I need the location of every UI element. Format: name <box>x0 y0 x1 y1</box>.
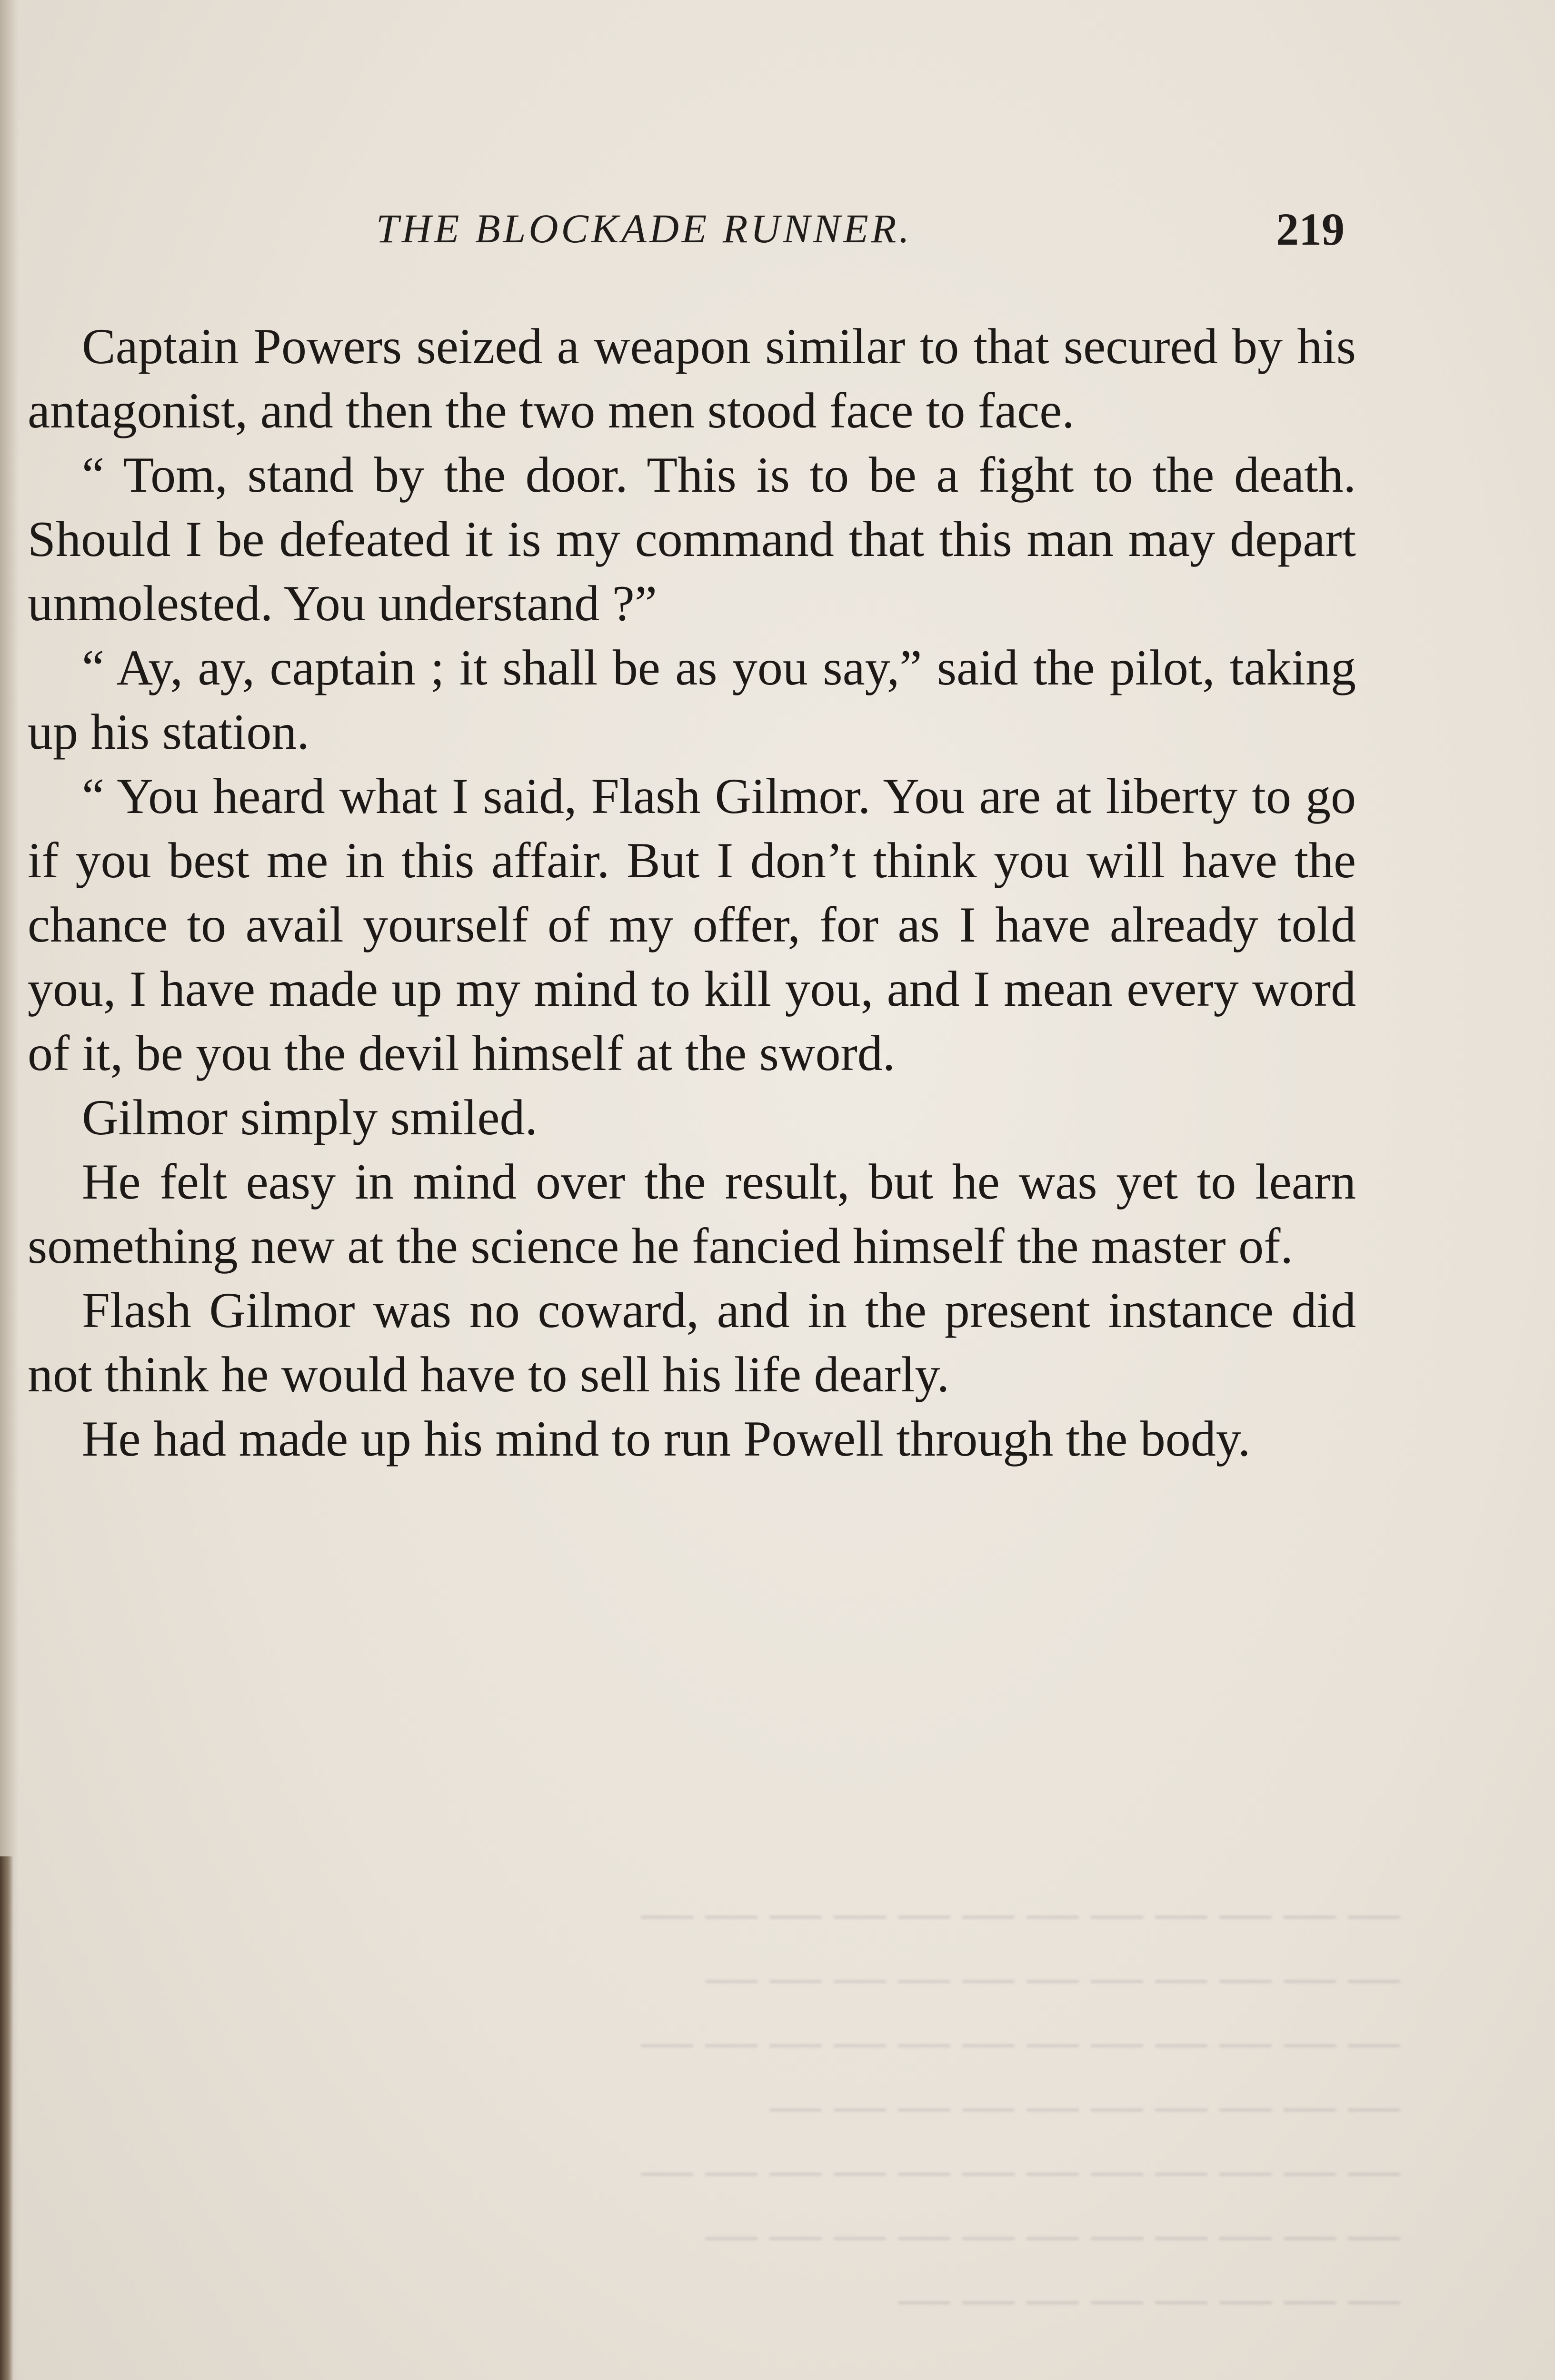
paragraph: Flash Gilmor was no coward, and in the present instance did not think he would have to sell his life dearly. <box>28 1282 1356 1402</box>
paragraph: “ Tom, stand by the door. This is to be a fight to the death. Should I be defeated it is my command that this man may depart unmolested. You understand ?” <box>28 447 1356 631</box>
page-binding-edge <box>0 1856 13 2380</box>
show-through-bleed: — — — — — — — — — — — — — — — — — — — — — — — — — — — — — — — — — — — — — — — — — — — — — — — — — — — — — — — — — — — — — — — — — — — — — — — — — — — — <box>641 1884 1400 2326</box>
running-header <box>0 205 1555 267</box>
page-number: 219 <box>1276 204 1345 255</box>
running-title: THE BLOCKADE RUNNER. <box>376 206 912 251</box>
paragraph: He felt easy in mind over the result, but he was yet to learn something new at the science he fancied himself the master of. <box>28 1154 1356 1274</box>
paragraph: Captain Powers seized a weapon similar to that secured by his antagonist, and then the two men stood face to face. <box>28 318 1356 438</box>
body-text <box>28 314 1356 1471</box>
paragraph: He had made up his mind to run Powell through the body. <box>82 1411 1251 1467</box>
paragraph: “ Ay, ay, captain ; it shall be as you say,” said the pilot, taking up his station. <box>28 640 1356 760</box>
paragraph: “ You heard what I said, Flash Gilmor. You are at liberty to go if you best me in this affair. But I don’t think you will have the chance to avail yourself of my offer, for as I have already told you, I have made up my mind to kill you, and I mean every word of it, be you the devil himself at the sword. <box>28 768 1356 1081</box>
paragraph: Gilmor simply smiled. <box>82 1090 538 1145</box>
